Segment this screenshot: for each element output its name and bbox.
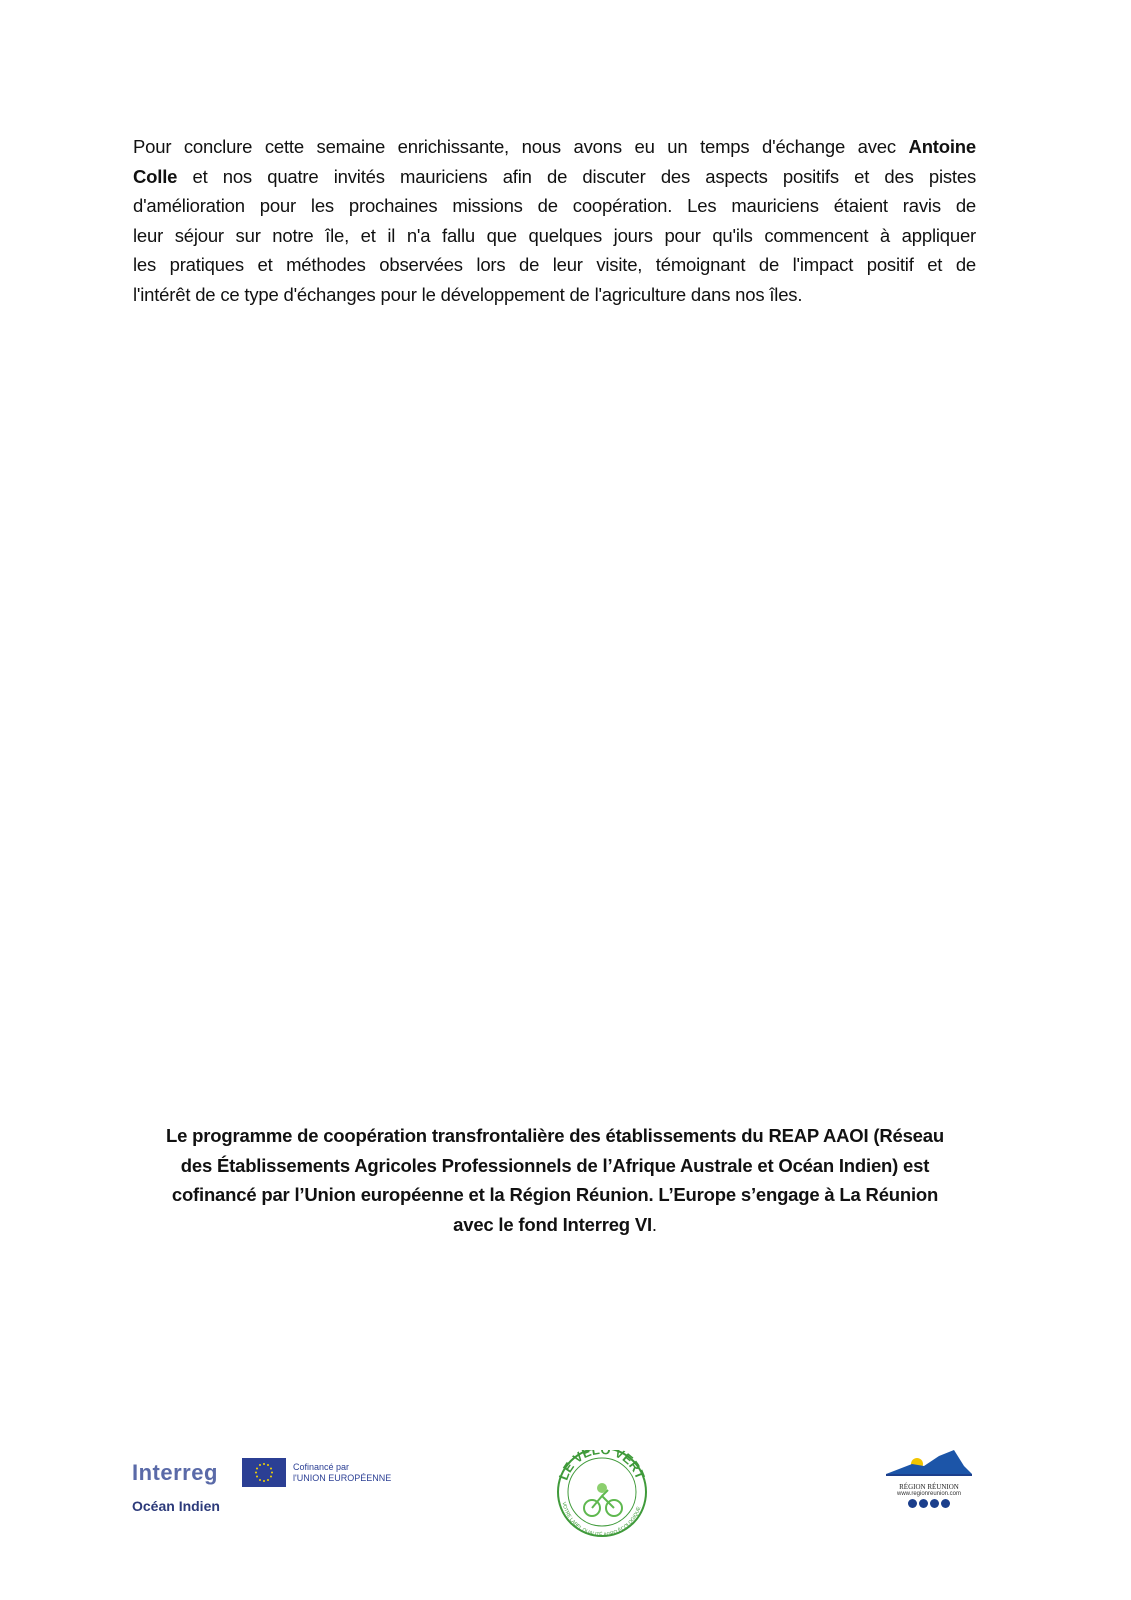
name-bold: Antoine xyxy=(908,136,976,157)
funding-line xyxy=(120,1210,990,1240)
region-reunion-logo xyxy=(884,1444,974,1508)
social-icons xyxy=(884,1499,974,1508)
twitter-icon xyxy=(919,1499,928,1508)
velo-vert-logo xyxy=(552,1450,652,1545)
interreg-logo xyxy=(132,1460,220,1514)
funding-line: cofinancé par l’Union européenne et la Région Réunion. L’Europe s’engage à La Réunion xyxy=(171,1184,939,1206)
funding-line: Le programme de coopération transfrontalière des établissements du REAP AAOI (Réseau xyxy=(166,1125,944,1146)
instagram-icon xyxy=(930,1499,939,1508)
body-line: l'intérêt de ce type d'échanges pour le développement de l'agriculture dans nos îles. xyxy=(133,283,803,305)
text: et nos quatre invités mauriciens afin de discuter des aspects positifs et des pistes xyxy=(177,165,976,187)
facebook-icon xyxy=(908,1499,917,1508)
body-line: d'amélioration pour les prochaines missions de coopération. Les mauriciens étaient ravis de xyxy=(133,195,976,217)
text: Pour conclure cette semaine enrichissante, nous avons eu un temps d'échange avec xyxy=(133,136,909,157)
body-line xyxy=(133,132,976,162)
body-line: les pratiques et méthodes observées lors de leur visite, témoignant de l'impact positif et de xyxy=(133,254,976,276)
name-bold: Colle xyxy=(133,165,178,187)
eu-cofinance-text xyxy=(293,1462,391,1484)
funding-line: des Établissements Agricoles Professionnels de l’Afrique Australe et Océan Indien) est xyxy=(180,1154,930,1176)
eu-line: Cofinancé par xyxy=(293,1462,350,1472)
body-paragraph xyxy=(133,132,976,310)
text: avec le fond Interreg VI xyxy=(453,1213,652,1235)
svg-text:VOTRE LABEL QUALITÉ AGRO ÉCOLO xyxy=(560,1501,642,1538)
eu-line: l'UNION EUROPÉENNE xyxy=(293,1473,392,1483)
body-line xyxy=(133,162,976,192)
interreg-sub: Océan Indien xyxy=(132,1498,220,1514)
region-name: RÉGION RÉUNION xyxy=(899,1483,959,1491)
interreg-word: Interreg xyxy=(132,1460,218,1485)
velo-title: LE VEL VERT xyxy=(555,1450,648,1483)
period: . xyxy=(651,1213,657,1235)
body-line: leur séjour sur notre île, et il n'a fallu que quelques jours pour qu'ils commencent à appliquer xyxy=(133,224,976,246)
velo-ring: VOTRE LABEL QUALITÉ AGRO ÉCOLOGIQUE xyxy=(560,1501,643,1539)
eu-flag-icon xyxy=(242,1458,286,1487)
youtube-icon xyxy=(941,1499,950,1508)
region-url: www.regionreunion.com xyxy=(896,1491,962,1497)
funding-note xyxy=(120,1121,990,1239)
svg-text:LE VELO VERT xyxy=(556,1450,648,1482)
